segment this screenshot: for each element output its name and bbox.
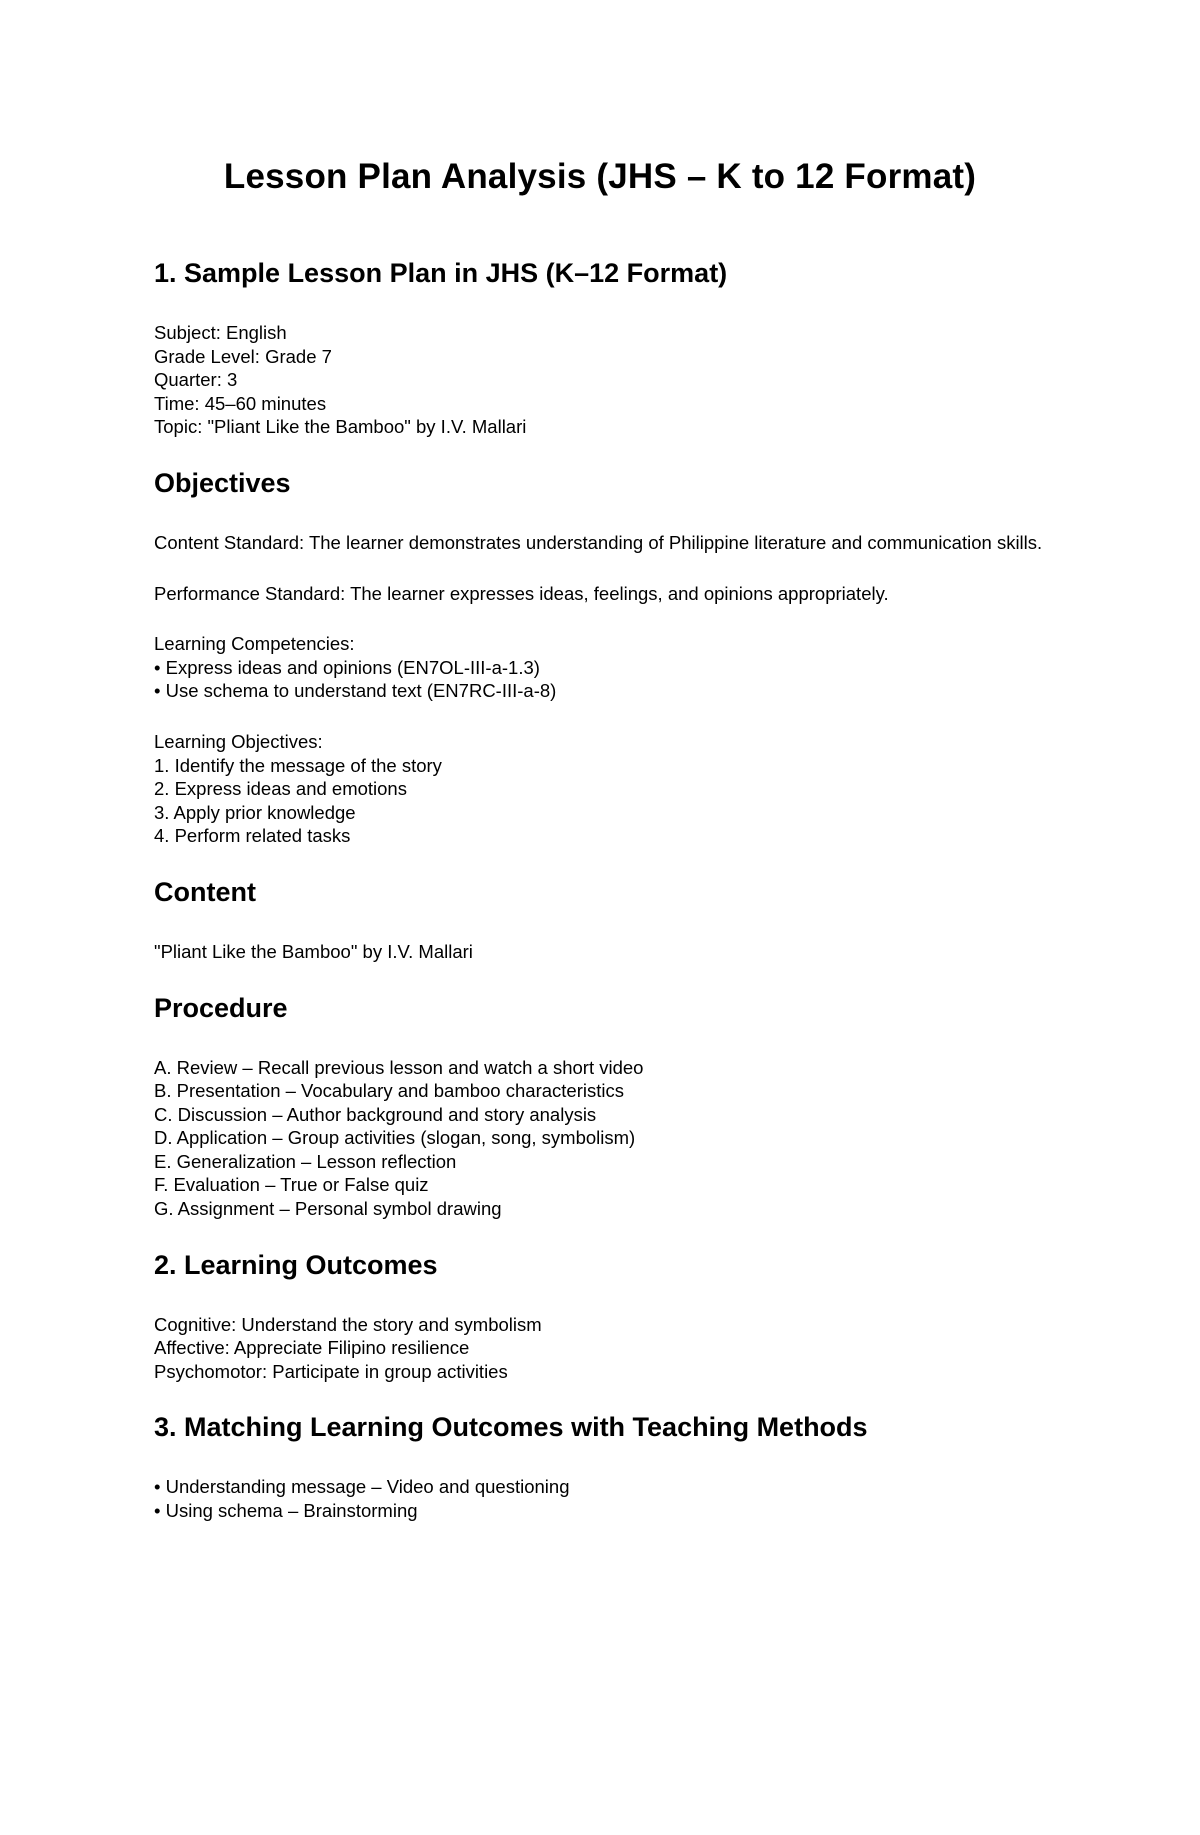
info-grade-level: Grade Level: Grade 7 bbox=[154, 345, 332, 367]
info-topic: Topic: "Pliant Like the Bamboo" by I.V. Mallari bbox=[154, 416, 527, 438]
objective-item: 4. Perform related tasks bbox=[154, 825, 351, 847]
objective-item: 2. Express ideas and emotions bbox=[154, 778, 407, 800]
objective-item: 1. Identify the message of the story bbox=[154, 754, 442, 776]
learning-objectives bbox=[154, 730, 1054, 848]
procedure-step: B. Presentation – Vocabulary and bamboo characteristics bbox=[154, 1080, 624, 1102]
matching-methods bbox=[154, 1475, 1054, 1522]
learning-outcomes bbox=[154, 1313, 1054, 1384]
objective-item: 3. Apply prior knowledge bbox=[154, 801, 356, 823]
competency-item: • Use schema to understand text (EN7RC-III-a-8) bbox=[154, 680, 557, 702]
procedure-steps bbox=[154, 1056, 1054, 1221]
competencies-label: Learning Competencies: bbox=[154, 633, 355, 655]
document-title: Lesson Plan Analysis (JHS – K to 12 Format) bbox=[223, 157, 977, 196]
lesson-info bbox=[154, 321, 1054, 439]
content-heading: Content bbox=[154, 876, 256, 907]
learning-competencies bbox=[154, 632, 1054, 703]
content-standard: Content Standard: The learner demonstrates understanding of Philippine literature and communication skills. bbox=[154, 531, 1043, 553]
document-body bbox=[154, 255, 1054, 1523]
section-2-heading: 2. Learning Outcomes bbox=[154, 1249, 438, 1280]
procedure-step: G. Assignment – Personal symbol drawing bbox=[154, 1198, 502, 1220]
procedure-step: A. Review – Recall previous lesson and watch a short video bbox=[154, 1056, 644, 1078]
performance-standard: Performance Standard: The learner expresses ideas, feelings, and opinions appropriately. bbox=[154, 582, 889, 604]
section-1-heading: 1. Sample Lesson Plan in JHS (K–12 Format) bbox=[154, 258, 728, 288]
procedure-step: E. Generalization – Lesson reflection bbox=[154, 1150, 457, 1172]
outcome-item: Psychomotor: Participate in group activities bbox=[154, 1360, 508, 1382]
outcome-item: Affective: Appreciate Filipino resilience bbox=[154, 1337, 470, 1359]
objectives-heading: Objectives bbox=[154, 467, 291, 498]
competency-item: • Express ideas and opinions (EN7OL-III-a-1.3) bbox=[154, 656, 540, 678]
info-quarter: Quarter: 3 bbox=[154, 369, 238, 391]
section-3-heading: 3. Matching Learning Outcomes with Teaching Methods bbox=[154, 1412, 868, 1443]
procedure-step: F. Evaluation – True or False quiz bbox=[154, 1174, 429, 1196]
procedure-step: C. Discussion – Author background and story analysis bbox=[154, 1103, 597, 1125]
matching-item: • Understanding message – Video and questioning bbox=[154, 1476, 570, 1498]
matching-item: • Using schema – Brainstorming bbox=[154, 1500, 418, 1522]
outcome-item: Cognitive: Understand the story and symbolism bbox=[154, 1313, 542, 1335]
content-text: "Pliant Like the Bamboo" by I.V. Mallari bbox=[154, 940, 473, 962]
procedure-heading: Procedure bbox=[154, 992, 288, 1023]
info-subject: Subject: English bbox=[154, 322, 287, 343]
objectives-label: Learning Objectives: bbox=[154, 730, 323, 752]
procedure-step: D. Application – Group activities (slogan, song, symbolism) bbox=[154, 1127, 636, 1149]
info-time: Time: 45–60 minutes bbox=[154, 392, 327, 414]
